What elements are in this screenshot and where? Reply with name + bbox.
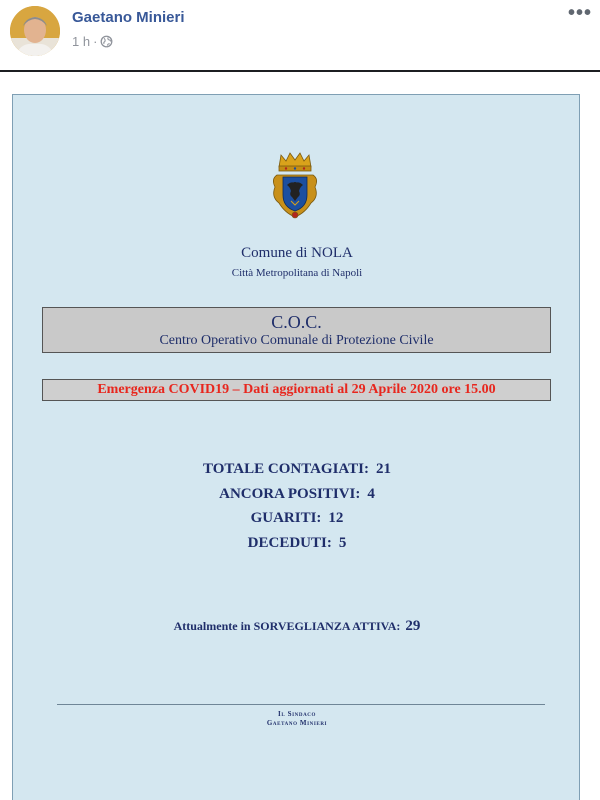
- avatar-photo: [10, 6, 60, 56]
- stat-still-positive: [13, 482, 581, 507]
- surveillance-prefix: Attualmente in: [173, 619, 251, 633]
- municipality-name: Comune di NOLA: [241, 245, 353, 261]
- stat-value: 4: [367, 485, 375, 502]
- post-meta: [72, 34, 113, 49]
- stat-value: 5: [338, 534, 347, 551]
- surveillance-label: SORVEGLIANZA ATTIVA:: [253, 619, 401, 633]
- stat-deceased: [13, 531, 581, 556]
- document-page: [12, 94, 580, 800]
- stat-label: DECEDUTI:: [247, 534, 332, 551]
- stat-value: 12: [328, 510, 344, 526]
- stat-label: GUARITI:: [250, 510, 322, 526]
- active-surveillance: [13, 618, 581, 635]
- signature-divider: [57, 704, 545, 705]
- author-name[interactable]: Gaetano Minieri: [72, 9, 185, 26]
- emergency-banner: Emergenza COVID19 – Dati aggiornati al 29 Aprile 2020 ore 15.00: [42, 379, 551, 401]
- stat-label: ANCORA POSITIVI:: [219, 485, 361, 502]
- coc-title: C.O.C.: [271, 312, 322, 332]
- coc-subtitle: Centro Operativo Comunale di Protezione Civile: [159, 333, 434, 348]
- surveillance-value: 29: [405, 618, 421, 634]
- metro-city-name: Città Metropolitana di Napoli: [231, 267, 363, 279]
- signature-role: Il Sindaco: [278, 710, 316, 718]
- post-header: [0, 0, 600, 70]
- avatar[interactable]: [10, 6, 60, 56]
- stat-label: TOTALE CONTAGIATI:: [202, 461, 369, 477]
- post-image[interactable]: [0, 70, 600, 800]
- stat-recovered: [13, 506, 581, 531]
- coc-header-box: [42, 307, 551, 353]
- post-time[interactable]: 1 h: [72, 34, 91, 49]
- signature-block: [13, 710, 581, 728]
- meta-separator: ·: [93, 34, 98, 49]
- globe-icon[interactable]: [100, 35, 113, 48]
- coat-of-arms-icon: [267, 151, 323, 223]
- stat-total-infected: [13, 457, 581, 482]
- more-options-icon[interactable]: •••: [567, 2, 592, 24]
- covid-stats: [13, 457, 581, 555]
- stat-value: 21: [376, 461, 391, 477]
- signature-name: Gaetano Minieri: [266, 719, 328, 727]
